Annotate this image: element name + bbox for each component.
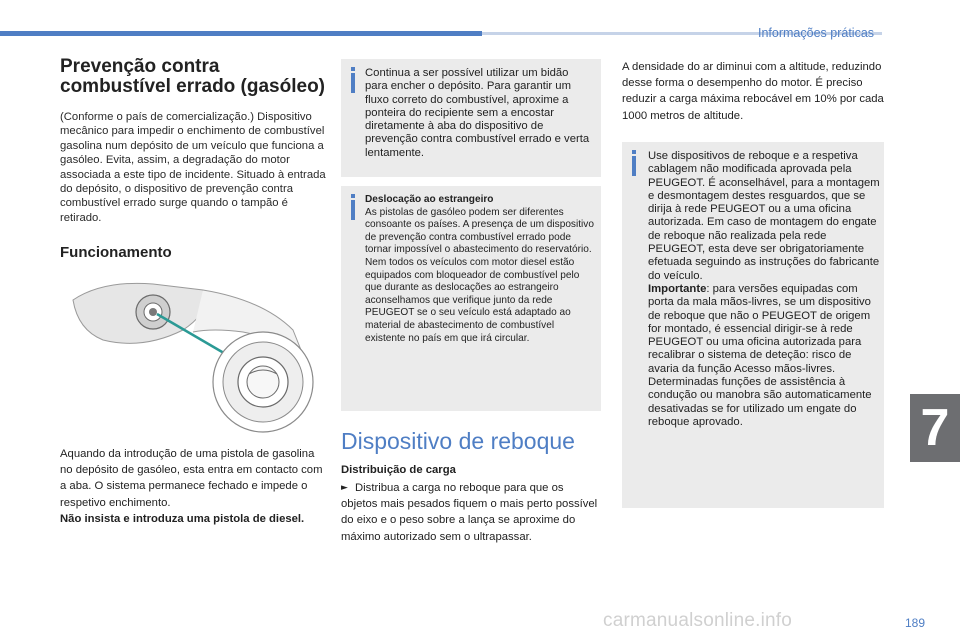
chapter-tab: 7 <box>910 394 960 462</box>
load-distribution-body: Distribua a carga no reboque para que os objetos mais pesados fiquem o mais perto possível do eixo e o peso sobre a lança se aproxime do máximo autorizado sem o ultrapassar. <box>341 482 598 543</box>
info-box-travel-title: Deslocação ao estrangeiro <box>365 194 494 205</box>
operation-text-normal: Aquando da introdução de uma pistola de gasolina no depósito de gasóleo, esta entra em contacto com a aba. O sistema permanece fechado e impede o respetivo enchimento. <box>60 448 323 509</box>
info-box-jerrycan <box>341 59 601 177</box>
section-title-misfuel <box>60 57 330 97</box>
towbar-text-b: : para versões equipadas com porta da mala mãos-livres, se um dispositivo de reboque que não o PEUGEOT de origem for montado, é essencial dirigir-se à rede PEUGEOT ou uma oficina autorizada para recalibrar o sistema de deteção: risco de avaria da função Acesso mãos-livres. Determinadas funções de assistência à condução ou manobra são automaticamente desativadas se for utilizado um engate do reboque aprovado. <box>648 282 872 428</box>
info-box-travel-text: As pistolas de gasóleo podem ser diferentes consoante os países. A presença de um dispositivo de prevenção contra combustível errado pode tornar impossível o abastecimento do reservatório. Nem todos os veículos com motor diesel estão equipados com bloqueador de combustível pelo que durante as deslocações ao estrangeiro aconselhamos que verifique junto da rede PEUGEOT se o seu veículo está adaptado ao material de abastecimento de combustível existente no país em que irá circular. <box>365 206 594 344</box>
title-line-1: Prevenção contra <box>60 56 220 77</box>
info-box-towbar <box>622 142 884 508</box>
header-rule <box>0 31 482 36</box>
misfuel-intro: (Conforme o país de comercialização.) Dispositivo mecânico para impedir o enchimento de combustível gasolina num depósito de um veículo que funciona a gasóleo. Evita, assim, a degradação do motor associada a este tipo de incidente. Situado à entrada do depósito, o dispositivo de prevenção contra combustível errado surge quando o tampão é retirado. <box>60 111 326 224</box>
info-box-towbar-text <box>648 150 880 429</box>
load-distribution-title: Distribuição de carga <box>341 464 456 476</box>
towbar-important-label: Importante <box>648 282 707 295</box>
operation-text-bold: Não insista e introduza uma pistola de diesel. <box>60 512 305 525</box>
title-line-2: combustível errado (gasóleo) <box>60 76 326 97</box>
info-icon <box>347 67 359 93</box>
info-icon <box>347 194 359 220</box>
info-box-travel-abroad <box>341 186 601 411</box>
bullet-arrow-icon: ► <box>341 483 348 493</box>
chapter-header: Informações práticas <box>758 26 875 40</box>
section-title-towing: Dispositivo de reboque <box>341 428 575 454</box>
operation-text <box>60 446 330 527</box>
fuel-filler-diagram-icon <box>63 270 328 440</box>
info-box-jerrycan-text: Continua a ser possível utilizar um bidão para encher o depósito. Para garantir um fluxo correto do combustível, aproxime a ponteira do recipiente sem a encostar diretamente à aba do dispositivo de prevenção contra combustível errado e verta lentamente. <box>365 67 590 159</box>
info-box-travel-content <box>365 194 597 345</box>
subtitle-operation: Funcionamento <box>60 244 172 261</box>
info-icon <box>628 150 640 176</box>
page-number: 189 <box>905 616 926 630</box>
towbar-text-a: Use dispositivos de reboque e a respetiva cablagem não modificada aprovada pela PEUGEOT. É aconselhável, para a montagem e desmontagem destes resguardos, que se dirija à rede PEUGEOT ou a uma oficina autorizada. Em caso de montagem do engate de reboque não realizada pela rede PEUGEOT, esta deve ser obrigatoriamente efetuada seguindo as instruções do fabricante do veículo. <box>648 150 880 282</box>
load-distribution-text <box>341 480 601 545</box>
watermark: carmanualsonline.info <box>603 610 793 631</box>
altitude-text: A densidade do ar diminui com a altitude, reduzindo desse forma o desempenho do motor. É preciso reduzir a carga máxima rebocável em 10% por cada 1000 metros de altitude. <box>622 61 884 122</box>
